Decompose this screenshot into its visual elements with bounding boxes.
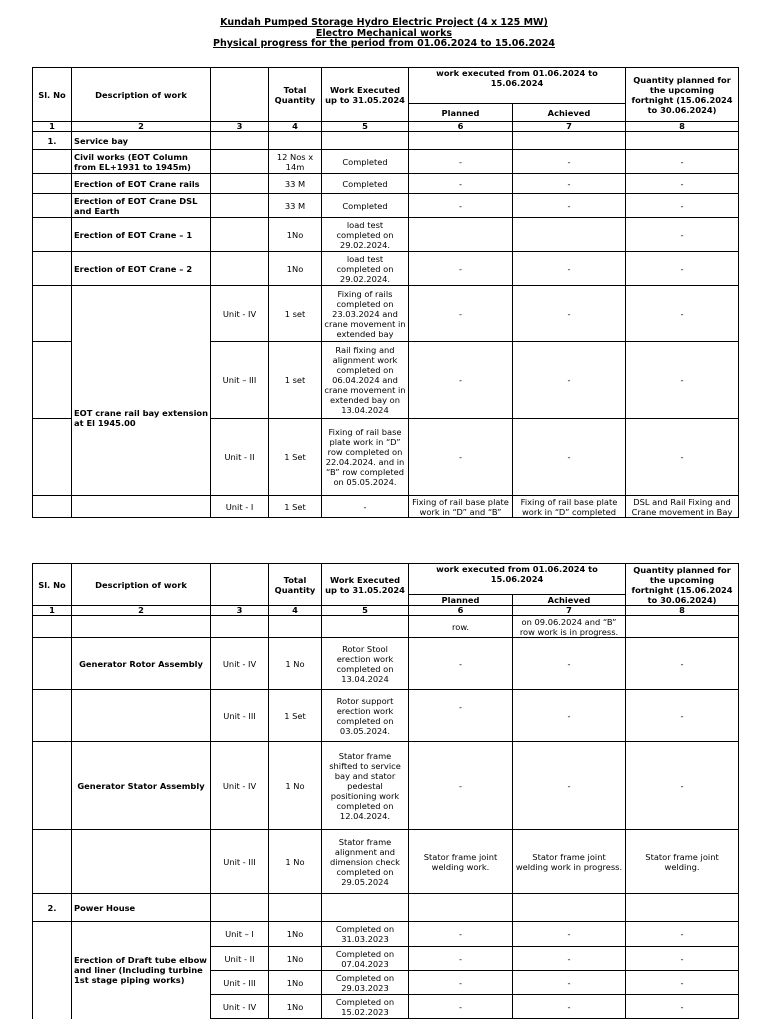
col-number: 5	[322, 606, 409, 616]
row-achieved: -	[513, 419, 626, 496]
table-row	[33, 252, 739, 286]
section-number: 1.	[33, 132, 72, 150]
row-unit: Unit - IV	[211, 995, 269, 1019]
row-quantity: 1No	[269, 218, 322, 252]
row-planned: -	[409, 252, 513, 286]
table-row	[33, 218, 739, 252]
col-number: 5	[322, 122, 409, 132]
row-unit: Unit - IV	[211, 638, 269, 690]
progress-table-2	[32, 563, 739, 1019]
row-quantity: 1No	[269, 947, 322, 971]
section-number: 2.	[33, 894, 72, 922]
table-row	[33, 690, 739, 742]
document-header	[0, 18, 768, 50]
row-planned: -	[409, 286, 513, 342]
table-row	[33, 830, 739, 894]
section-row	[33, 894, 739, 922]
col-number: 4	[269, 606, 322, 616]
col-number: 7	[513, 122, 626, 132]
col-number: 8	[626, 122, 739, 132]
col-executed-header: Work Executed up to 31.05.2024	[322, 564, 409, 606]
row-unit: Unit - III	[211, 690, 269, 742]
row-executed: Rotor support erection work completed on 03.05.2024.	[322, 690, 409, 742]
row-achieved: -	[513, 194, 626, 218]
section-row	[33, 132, 739, 150]
row-unit: Unit - IV	[211, 742, 269, 830]
table-header-row	[33, 68, 739, 104]
col-desc-header: Description of work	[72, 68, 211, 122]
row-achieved: -	[513, 286, 626, 342]
row-upcoming: -	[626, 419, 739, 496]
row-description: Civil works (EOT Column from EL+1931 to 1945m)	[72, 150, 211, 174]
row-description: Generator Stator Assembly	[72, 742, 211, 830]
document-subtitle: Electro Mechanical works	[315, 27, 453, 39]
row-planned: -	[409, 194, 513, 218]
row-upcoming: -	[626, 150, 739, 174]
row-quantity: 1 No	[269, 742, 322, 830]
col-number: 3	[211, 606, 269, 616]
row-executed: load test completed on 29.02.2024.	[322, 218, 409, 252]
col-number: 1	[33, 606, 72, 616]
row-planned: -	[409, 419, 513, 496]
row-quantity: 1 set	[269, 342, 322, 419]
row-planned: -	[409, 690, 513, 742]
document-period: Physical progress for the period from 01.06.2024 to 15.06.2024	[213, 38, 555, 49]
row-achieved: -	[513, 174, 626, 194]
row-upcoming: DSL and Rail Fixing and Crane movement in Bay	[626, 496, 739, 518]
row-achieved: on 09.06.2024 and “B” row work is in progress.	[513, 616, 626, 638]
row-planned: -	[409, 174, 513, 194]
row-executed: Stator frame alignment and dimension check completed on 29.05.2024	[322, 830, 409, 894]
row-unit: Unit - III	[211, 830, 269, 894]
row-upcoming: Stator frame joint welding.	[626, 830, 739, 894]
row-planned: -	[409, 922, 513, 947]
row-planned: Fixing of rail base plate work in “D” and “B”	[409, 496, 513, 518]
row-achieved: Fixing of rail base plate work in “D” completed	[513, 496, 626, 518]
table-row	[33, 150, 739, 174]
row-quantity: 1No	[269, 971, 322, 995]
row-upcoming: -	[626, 971, 739, 995]
table-row	[33, 342, 739, 419]
row-achieved: -	[513, 690, 626, 742]
table-row	[33, 286, 739, 342]
row-executed: load test completed on 29.02.2024.	[322, 252, 409, 286]
col-number: 6	[409, 606, 513, 616]
row-planned: -	[409, 947, 513, 971]
row-upcoming: -	[626, 922, 739, 947]
col-total-header: Total Quantity	[269, 68, 322, 122]
row-description: Generator Rotor Assembly	[72, 638, 211, 690]
table-header-row	[33, 564, 739, 595]
row-description: Erection of EOT Crane – 1	[72, 218, 211, 252]
row-achieved: -	[513, 742, 626, 830]
progress-table-1	[32, 67, 739, 518]
row-executed: Completed	[322, 194, 409, 218]
row-upcoming: -	[626, 638, 739, 690]
row-executed: Rail fixing and alignment work completed on 06.04.2024 and crane movement in extended bay on 13.04.2024	[322, 342, 409, 419]
col-number: 1	[33, 122, 72, 132]
row-achieved: -	[513, 252, 626, 286]
row-quantity: 1 Set	[269, 690, 322, 742]
row-unit: Unit - II	[211, 947, 269, 971]
row-planned: Stator frame joint welding work.	[409, 830, 513, 894]
row-upcoming: -	[626, 342, 739, 419]
col-slno-header: Sl. No	[33, 68, 72, 122]
row-planned: -	[409, 342, 513, 419]
col-planned-header: Planned	[409, 104, 513, 122]
row-unit: Unit – III	[211, 342, 269, 419]
table-row	[33, 742, 739, 830]
row-executed: Completed on 07.04.2023	[322, 947, 409, 971]
row-planned: -	[409, 150, 513, 174]
col-slno-header: Sl. No	[33, 564, 72, 606]
col-number: 4	[269, 122, 322, 132]
col-number: 2	[72, 122, 211, 132]
table-row	[33, 616, 739, 638]
row-upcoming: -	[626, 252, 739, 286]
row-achieved: Stator frame joint welding work in progress.	[513, 830, 626, 894]
col-number: 3	[211, 122, 269, 132]
row-description: Erection of Draft tube elbow and liner (Including turbine 1st stage piping works)	[72, 922, 211, 1019]
column-number-row	[33, 122, 739, 132]
row-executed: Fixing of rails completed on 23.03.2024 and crane movement in extended bay	[322, 286, 409, 342]
row-unit: Unit - IV	[211, 286, 269, 342]
table-row	[33, 194, 739, 218]
row-quantity: 1No	[269, 252, 322, 286]
row-quantity: 1 set	[269, 286, 322, 342]
row-upcoming: -	[626, 174, 739, 194]
row-quantity: 1No	[269, 995, 322, 1019]
row-planned: -	[409, 995, 513, 1019]
row-executed: Completed on 29.03.2023	[322, 971, 409, 995]
col-planned-header: Planned	[409, 595, 513, 606]
table-row	[33, 174, 739, 194]
col-number: 6	[409, 122, 513, 132]
row-upcoming: -	[626, 742, 739, 830]
row-executed: Fixing of rail base plate work in “D” row completed on 22.04.2024. and in “B” row completed on 05.05.2024.	[322, 419, 409, 496]
row-quantity: 1 Set	[269, 419, 322, 496]
col-desc-header: Description of work	[72, 564, 211, 606]
col-number: 8	[626, 606, 739, 616]
row-quantity: 12 Nos x 14m	[269, 150, 322, 174]
row-upcoming: -	[626, 690, 739, 742]
row-upcoming: -	[626, 947, 739, 971]
row-quantity: 33 M	[269, 194, 322, 218]
row-upcoming: -	[626, 218, 739, 252]
row-upcoming: -	[626, 194, 739, 218]
row-planned: -	[409, 971, 513, 995]
col-upcoming-header: Quantity planned for the upcoming fortnight (15.06.2024 to 30.06.2024)	[626, 564, 739, 606]
row-quantity: 33 M	[269, 174, 322, 194]
row-achieved: -	[513, 342, 626, 419]
document-title: Kundah Pumped Storage Hydro Electric Project (4 x 125 MW)	[220, 17, 548, 28]
col-achieved-header: Achieved	[513, 595, 626, 606]
row-description: Erection of EOT Crane – 2	[72, 252, 211, 286]
row-quantity: 1No	[269, 922, 322, 947]
col-fortnight-header: work executed from 01.06.2024 to 15.06.2024	[409, 564, 626, 595]
row-quantity: 1 Set	[269, 496, 322, 518]
row-description: Erection of EOT Crane DSL and Earth	[72, 194, 211, 218]
column-number-row	[33, 606, 739, 616]
row-achieved: -	[513, 971, 626, 995]
row-executed: Completed	[322, 174, 409, 194]
row-unit: Unit - II	[211, 419, 269, 496]
row-upcoming: -	[626, 995, 739, 1019]
row-unit: Unit - I	[211, 496, 269, 518]
row-achieved: -	[513, 638, 626, 690]
row-executed: Completed on 15.02.2023	[322, 995, 409, 1019]
col-number: 2	[72, 606, 211, 616]
row-achieved: -	[513, 947, 626, 971]
section-title: Power House	[72, 894, 211, 922]
row-unit: Unit - III	[211, 971, 269, 995]
col-total-header: Total Quantity	[269, 564, 322, 606]
col-unit-header	[211, 564, 269, 606]
col-unit-header	[211, 68, 269, 122]
row-upcoming: -	[626, 286, 739, 342]
col-number: 7	[513, 606, 626, 616]
row-planned: row.	[409, 616, 513, 638]
row-quantity: 1 No	[269, 638, 322, 690]
row-unit: Unit – I	[211, 922, 269, 947]
row-achieved: -	[513, 922, 626, 947]
row-executed: Rotor Stool erection work completed on 13.04.2024	[322, 638, 409, 690]
section-title: Service bay	[72, 132, 211, 150]
row-executed: -	[322, 496, 409, 518]
row-quantity: 1 No	[269, 830, 322, 894]
col-upcoming-header: Quantity planned for the upcoming fortnight (15.06.2024 to 30.06.2024)	[626, 68, 739, 122]
row-planned: -	[409, 638, 513, 690]
table-row	[33, 922, 739, 947]
table-row	[33, 496, 739, 518]
col-achieved-header: Achieved	[513, 104, 626, 122]
row-planned: -	[409, 742, 513, 830]
row-achieved: -	[513, 995, 626, 1019]
row-description: EOT crane rail bay extension at El 1945.00	[72, 342, 211, 496]
col-fortnight-header: work executed from 01.06.2024 to 15.06.2024	[409, 68, 626, 104]
row-executed: Completed on 31.03.2023	[322, 922, 409, 947]
row-description: Erection of EOT Crane rails	[72, 174, 211, 194]
row-achieved: -	[513, 150, 626, 174]
row-executed: Stator frame shifted to service bay and stator pedestal positioning work completed on 12.04.2024.	[322, 742, 409, 830]
col-executed-header: Work Executed up to 31.05.2024	[322, 68, 409, 122]
row-executed: Completed	[322, 150, 409, 174]
table-row	[33, 638, 739, 690]
